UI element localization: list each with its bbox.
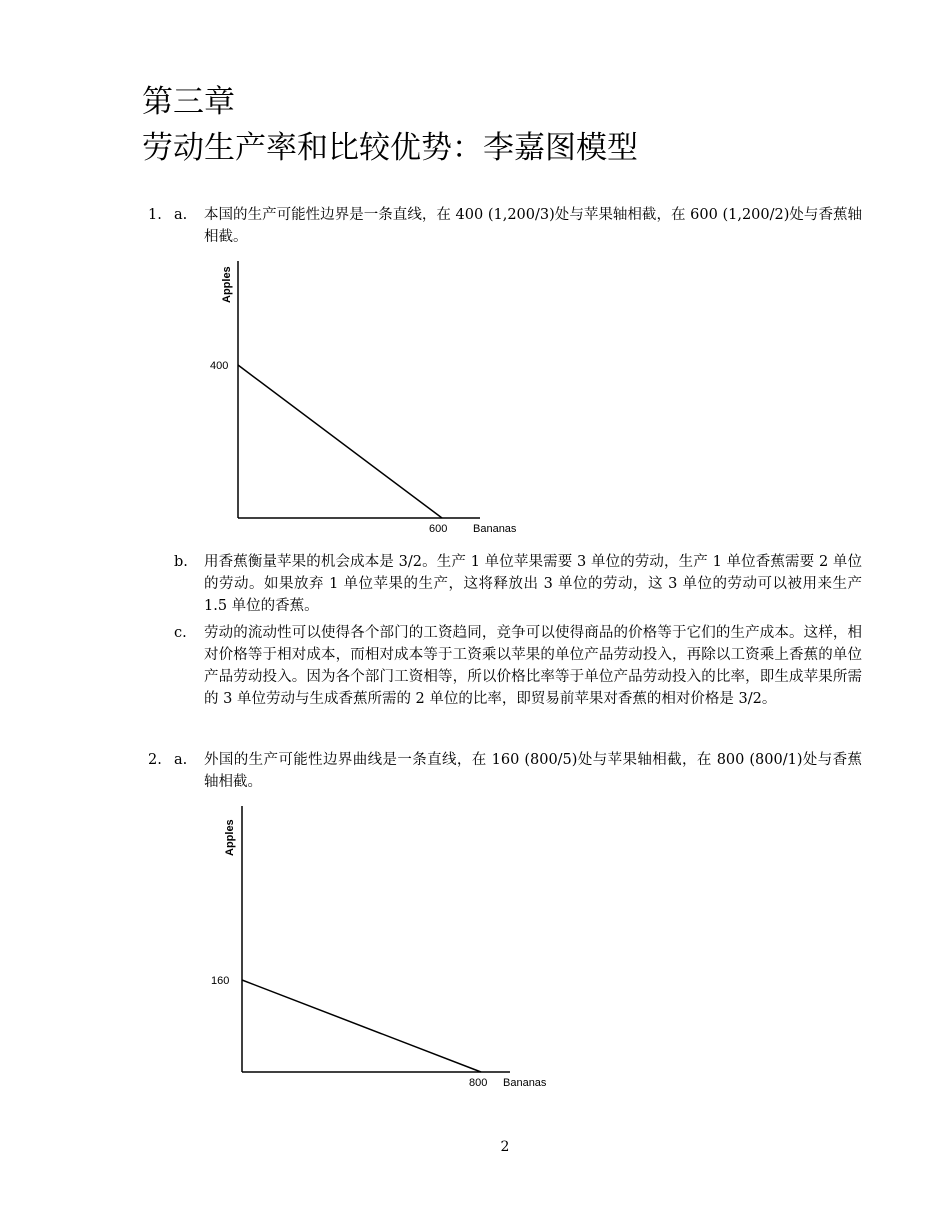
- x-tick-label: 600: [429, 523, 448, 535]
- x-axis-label: Bananas: [503, 1077, 547, 1089]
- chapter-title: 劳动生产率和比较优势：李嘉图模型: [142, 130, 638, 166]
- question-1b-text: 用香蕉衡量苹果的机会成本是 3/2。生产 1 单位苹果需要 3 单位的劳动，生产 1 单位香蕉需要 2 单位的劳动。如果放弃 1 单位苹果的生产，这将释放出 3 单位的劳动，这 3 单位的劳动可以被用来生产 1.5 单位的香蕉。: [204, 554, 862, 614]
- question-1b-label: b.: [174, 554, 188, 570]
- y-tick-label: 400: [210, 360, 229, 372]
- question-1-number: 1.: [148, 207, 162, 223]
- question-1a-text: 本国的生产可能性边界是一条直线，在 400 (1,200/3)处与苹果轴相截，在 600 (1,200/2)处与香蕉轴相截。: [204, 207, 862, 245]
- ppf-line: [238, 365, 442, 518]
- question-2a-text: 外国的生产可能性边界曲线是一条直线，在 160 (800/5)处与苹果轴相截，在 800 (800/1)处与香蕉轴相截。: [204, 752, 862, 790]
- x-tick-label: 800: [469, 1077, 488, 1089]
- y-axis-label: Apples: [224, 819, 236, 856]
- x-axis-label: Bananas: [473, 523, 517, 535]
- question-2a-label: a.: [174, 752, 188, 768]
- question-1a-label: a.: [174, 207, 188, 223]
- question-1c-label: c.: [174, 625, 187, 641]
- y-axis-label: Apples: [221, 266, 233, 303]
- foreign-ppf-chart: [205, 800, 570, 1095]
- question-1c-text: 劳动的流动性可以使得各个部门的工资趋同，竞争可以使得商品的价格等于它们的生产成本。这样，相对价格等于相对成本，而相对成本等于工资乘以苹果的单位产品劳动投入，再除以工资乘上香蕉的单位产品劳动投入。因为各个部门工资相等，所以价格比率等于单位产品劳动投入的比率，即生成苹果所需的 3 单位劳动与生成香蕉所需的 2 单位的比率，即贸易前苹果对香蕉的相对价格是 3/2。: [204, 625, 862, 707]
- question-2-number: 2.: [148, 752, 162, 768]
- chapter-number: 第三章: [142, 84, 235, 120]
- home-ppf-chart: [200, 255, 540, 540]
- page-number: 2: [500, 1139, 510, 1155]
- ppf-line: [242, 980, 481, 1072]
- y-tick-label: 160: [211, 975, 230, 987]
